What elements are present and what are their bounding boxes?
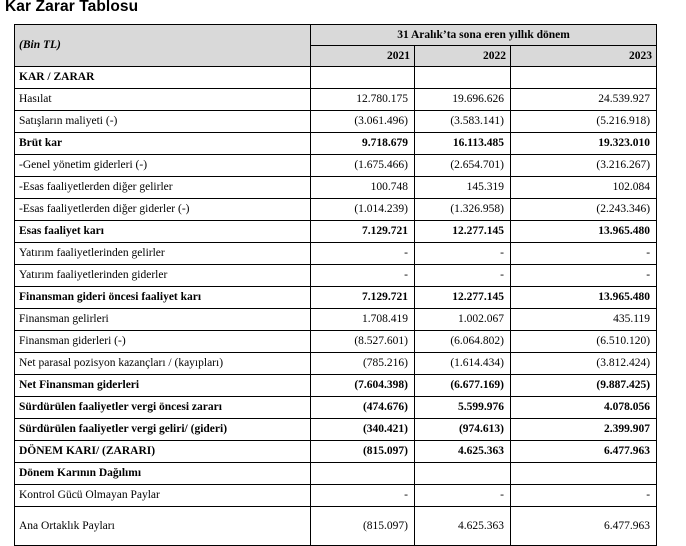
table-row	[15, 155, 657, 177]
row-label: Net Finansman giderleri	[15, 375, 311, 397]
row-value: 100.748	[311, 177, 415, 199]
row-value: -	[415, 265, 511, 287]
row-value: 145.319	[415, 177, 511, 199]
row-value: (3.812.424)	[511, 353, 657, 375]
row-value: (6.677.169)	[415, 375, 511, 397]
row-label: Brüt kar	[15, 133, 311, 155]
row-value: -	[311, 485, 415, 507]
row-value: 19.696.626	[415, 89, 511, 111]
table-row	[15, 375, 657, 397]
row-value: (7.604.398)	[311, 375, 415, 397]
table-body	[15, 67, 657, 546]
row-value: -	[415, 243, 511, 265]
row-value: 13.965.480	[511, 221, 657, 243]
table-row	[15, 89, 657, 111]
row-label: -Esas faaliyetlerden diğer giderler (-)	[15, 199, 311, 221]
row-value: (815.097)	[311, 441, 415, 463]
row-label: Kontrol Gücü Olmayan Paylar	[15, 485, 311, 507]
row-value: (1.014.239)	[311, 199, 415, 221]
row-value: (2.654.701)	[415, 155, 511, 177]
row-label: Dönem Karının Dağılımı	[15, 463, 311, 485]
table-row	[15, 441, 657, 463]
table-row	[15, 221, 657, 243]
table-row	[15, 331, 657, 353]
row-value: 13.965.480	[511, 287, 657, 309]
row-value: -	[511, 243, 657, 265]
table-row	[15, 353, 657, 375]
table-row	[15, 265, 657, 287]
row-value: (1.326.958)	[415, 199, 511, 221]
table-row	[15, 397, 657, 419]
table-row	[15, 463, 657, 485]
row-value: 6.477.963	[511, 507, 657, 546]
row-value: (3.061.496)	[311, 111, 415, 133]
row-value: 4.625.363	[415, 441, 511, 463]
row-value: 5.599.976	[415, 397, 511, 419]
row-value: (1.614.434)	[415, 353, 511, 375]
row-value: -	[311, 243, 415, 265]
row-label: Ana Ortaklık Payları	[15, 507, 311, 546]
income-statement-table	[14, 24, 657, 546]
table-row	[15, 287, 657, 309]
row-value: (340.421)	[311, 419, 415, 441]
row-value: 4.078.056	[511, 397, 657, 419]
row-value: 16.113.485	[415, 133, 511, 155]
row-value: -	[511, 485, 657, 507]
row-label: Sürdürülen faaliyetler vergi geliri/ (gideri)	[15, 419, 311, 441]
row-value	[311, 463, 415, 485]
year-header: 2023	[511, 46, 657, 67]
row-value: (9.887.425)	[511, 375, 657, 397]
table-row	[15, 507, 657, 546]
row-value: 2.399.907	[511, 419, 657, 441]
row-label: Hasılat	[15, 89, 311, 111]
row-value: 24.539.927	[511, 89, 657, 111]
row-value	[311, 67, 415, 89]
row-value	[511, 67, 657, 89]
row-value	[415, 67, 511, 89]
row-value: -	[511, 265, 657, 287]
row-value: (974.613)	[415, 419, 511, 441]
year-header: 2022	[415, 46, 511, 67]
row-value: (6.064.802)	[415, 331, 511, 353]
row-value: (2.243.346)	[511, 199, 657, 221]
row-value: 12.780.175	[311, 89, 415, 111]
table-row	[15, 419, 657, 441]
row-label: Finansman gelirleri	[15, 309, 311, 331]
row-value: 12.277.145	[415, 287, 511, 309]
table-row	[15, 111, 657, 133]
table-row	[15, 67, 657, 89]
row-value: 9.718.679	[311, 133, 415, 155]
row-label: Finansman gideri öncesi faaliyet karı	[15, 287, 311, 309]
row-value: 4.625.363	[415, 507, 511, 546]
row-value: 102.084	[511, 177, 657, 199]
row-value: 1.708.419	[311, 309, 415, 331]
year-header: 2021	[311, 46, 415, 67]
row-label: KAR / ZARAR	[15, 67, 311, 89]
row-label: Net parasal pozisyon kazançları / (kayıpları)	[15, 353, 311, 375]
period-header: 31 Aralık’ta sona eren yıllık dönem	[311, 25, 657, 46]
row-value	[511, 463, 657, 485]
row-value: -	[415, 485, 511, 507]
unit-label: (Bin TL)	[15, 25, 311, 67]
row-value: -	[311, 265, 415, 287]
row-value	[415, 463, 511, 485]
table-row	[15, 199, 657, 221]
row-value: (3.583.141)	[415, 111, 511, 133]
table-row	[15, 243, 657, 265]
row-value: 12.277.145	[415, 221, 511, 243]
row-label: Yatırım faaliyetlerinden giderler	[15, 265, 311, 287]
page-title: Kar Zarar Tablosu	[5, 0, 139, 15]
table-row	[15, 309, 657, 331]
row-value: (815.097)	[311, 507, 415, 546]
row-value: (3.216.267)	[511, 155, 657, 177]
row-label: -Genel yönetim giderleri (-)	[15, 155, 311, 177]
row-value: (5.216.918)	[511, 111, 657, 133]
row-label: Finansman giderleri (-)	[15, 331, 311, 353]
row-label: Satışların maliyeti (-)	[15, 111, 311, 133]
row-value: 19.323.010	[511, 133, 657, 155]
row-value: 6.477.963	[511, 441, 657, 463]
row-value: (8.527.601)	[311, 331, 415, 353]
row-value: 435.119	[511, 309, 657, 331]
row-label: Esas faaliyet karı	[15, 221, 311, 243]
row-value: (785.216)	[311, 353, 415, 375]
row-value: 7.129.721	[311, 287, 415, 309]
table-row	[15, 133, 657, 155]
row-value: 1.002.067	[415, 309, 511, 331]
table-row	[15, 177, 657, 199]
table-row	[15, 485, 657, 507]
row-value: (6.510.120)	[511, 331, 657, 353]
row-label: -Esas faaliyetlerden diğer gelirler	[15, 177, 311, 199]
row-value: (1.675.466)	[311, 155, 415, 177]
row-label: DÖNEM KARI/ (ZARARI)	[15, 441, 311, 463]
row-label: Sürdürülen faaliyetler vergi öncesi zararı	[15, 397, 311, 419]
row-value: 7.129.721	[311, 221, 415, 243]
row-label: Yatırım faaliyetlerinden gelirler	[15, 243, 311, 265]
row-value: (474.676)	[311, 397, 415, 419]
